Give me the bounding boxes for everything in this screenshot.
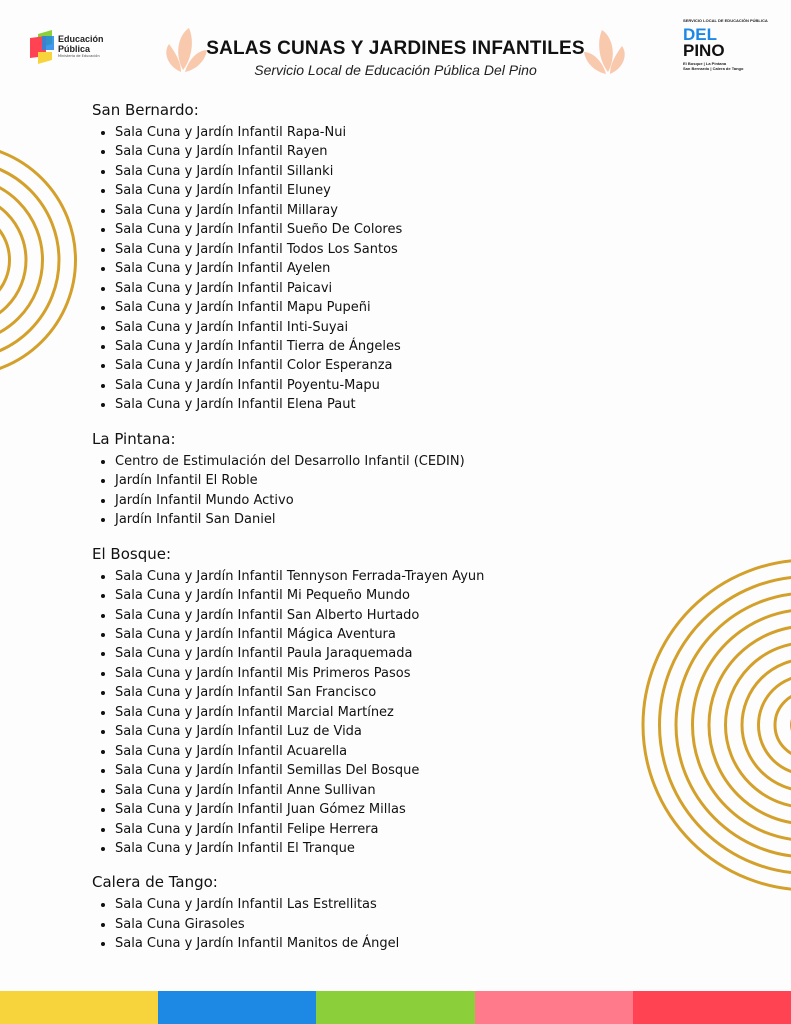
list-item: • Sala Cuna y Jardín Infantil Poyentu-Mapu [115,376,692,395]
arc-ring [742,659,791,791]
commune-section [92,544,692,859]
list-item: • Sala Cuna y Jardín Infantil Acuarella [115,742,692,761]
list-item: • Jardín Infantil El Roble [115,471,692,490]
list-item: • Sala Cuna y Jardín Infantil Semillas Del Bosque [115,761,692,780]
school-list [92,895,692,953]
commune-heading: La Pintana: [92,429,176,448]
list-item: • Sala Cuna y Jardín Infantil Millaray [115,201,692,220]
school-list [92,123,692,415]
commune-section [92,100,692,415]
list-item: • Sala Cuna y Jardín Infantil Sueño De Colores [115,220,692,239]
logo-text: Educación [58,34,104,44]
list-item: • Sala Cuna y Jardín Infantil Todos Los Santos [115,240,692,259]
list-item: • Sala Cuna y Jardín Infantil Marcial Martínez [115,703,692,722]
list-item: • Sala Cuna y Jardín Infantil Mi Pequeño Mundo [115,586,692,605]
arc-ring [775,692,791,758]
arc-ring [709,626,791,824]
logo-top-text: SERVICIO LOCAL DE EDUCACIÓN PÚBLICA [683,18,768,23]
school-list [92,567,692,859]
footer-color-segment [475,991,633,1024]
page-subtitle: Servicio Local de Educación Pública Del Pino [254,62,537,78]
school-list-content [92,100,692,968]
commune-section [92,872,692,953]
list-item: • Sala Cuna y Jardín Infantil Felipe Herrera [115,820,692,839]
list-item: • Sala Cuna y Jardín Infantil Tierra de Ángeles [115,337,692,356]
list-item: • Sala Cuna y Jardín Infantil San Francisco [115,683,692,702]
logo-text: DEL [683,25,717,44]
footer-color-segment [0,991,158,1024]
footer-color-segment [158,991,316,1024]
list-item: • Sala Cuna y Jardín Infantil Las Estrellitas [115,895,692,914]
arc-ring [0,194,26,326]
list-item: • Sala Cuna y Jardín Infantil El Tranque [115,839,692,858]
list-item: • Sala Cuna y Jardín Infantil San Alberto Hurtado [115,606,692,625]
arc-ring [0,178,43,343]
header [0,0,791,90]
commune-heading: Calera de Tango: [92,873,218,892]
list-item: • Sala Cuna y Jardín Infantil Anne Sullivan [115,781,692,800]
footer-color-segment [316,991,474,1024]
del-pino-logo [683,18,773,78]
list-item: • Sala Cuna y Jardín Infantil Mágica Aventura [115,625,692,644]
arc-ring [0,145,76,376]
concentric-arcs-left-decoration [0,140,80,380]
logo-text: PINO [683,41,725,60]
list-item: • Sala Cuna y Jardín Infantil Color Esperanza [115,356,692,375]
list-item: • Sala Cuna y Jardín Infantil Mis Primeros Pasos [115,664,692,683]
list-item: • Jardín Infantil Mundo Activo [115,491,692,510]
list-item: • Sala Cuna y Jardín Infantil Tennyson Ferrada-Trayen Ayun [115,567,692,586]
logo-text: Pública [58,44,91,54]
list-item: • Sala Cuna y Jardín Infantil Inti-Suyai [115,318,692,337]
list-item: • Sala Cuna y Jardín Infantil Luz de Vida [115,722,692,741]
logo-small-text: El Bosque | La Pintana [683,61,727,66]
list-item: • Sala Cuna y Jardín Infantil Rayen [115,142,692,161]
list-item: • Sala Cuna y Jardín Infantil Paicavi [115,279,692,298]
school-list [92,452,692,530]
color-footer-bar [0,991,791,1024]
page-title: SALAS CUNAS Y JARDINES INFANTILES [206,38,585,59]
list-item: • Sala Cuna Girasoles [115,915,692,934]
list-item: • Sala Cuna y Jardín Infantil Rapa-Nui [115,123,692,142]
commune-heading: San Bernardo: [92,101,199,119]
list-item: • Sala Cuna y Jardín Infantil Paula Jaraquemada [115,644,692,663]
list-item: • Sala Cuna y Jardín Infantil Manitos de Ángel [115,934,692,953]
footer-color-segment [633,991,791,1024]
list-item: • Sala Cuna y Jardín Infantil Mapu Pupeñi [115,298,692,317]
list-item: • Sala Cuna y Jardín Infantil Eluney [115,181,692,200]
list-item: • Jardín Infantil San Daniel [115,510,692,529]
commune-heading: El Bosque: [92,544,172,563]
list-item: • Sala Cuna y Jardín Infantil Juan Gómez Millas [115,800,692,819]
commune-section [92,429,692,530]
logo-small-text: San Bernardo | Calera de Tango [683,66,744,71]
arc-ring [0,211,10,310]
logo-subtext: Ministerio de Educación [58,54,100,58]
list-item: • Sala Cuna y Jardín Infantil Ayelen [115,259,692,278]
list-item: • Centro de Estimulación del Desarrollo Infantil (CEDIN) [115,452,692,471]
list-item: • Sala Cuna y Jardín Infantil Sillanki [115,162,692,181]
list-item: • Sala Cuna y Jardín Infantil Elena Paut [115,395,692,414]
